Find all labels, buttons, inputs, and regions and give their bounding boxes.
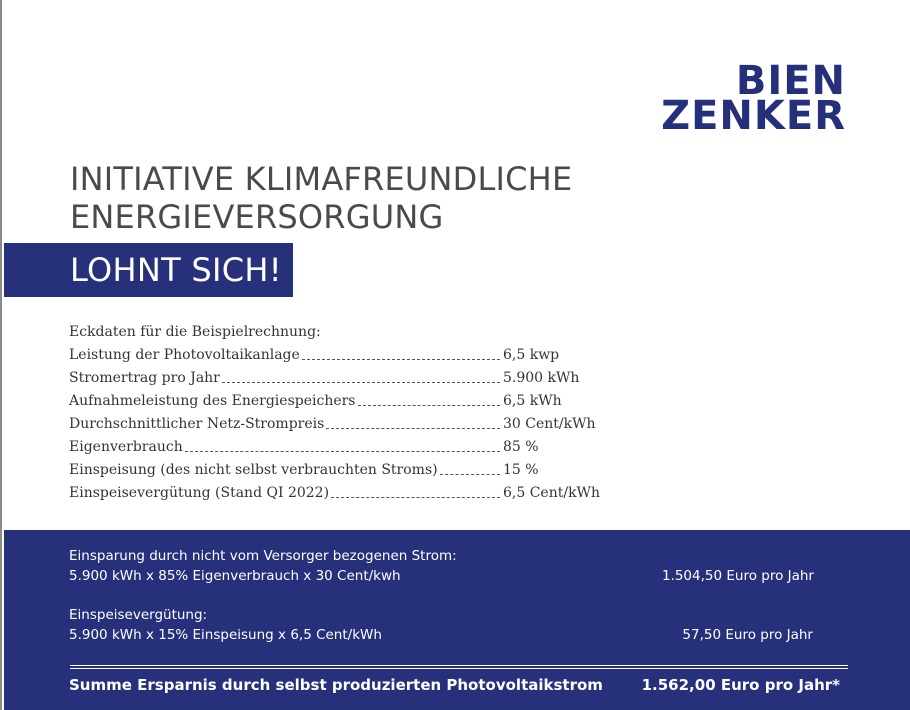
leader-line	[302, 359, 500, 360]
fact-label: Eigenverbrauch	[69, 438, 183, 455]
fact-value: 15 %	[503, 461, 539, 478]
savings-block	[69, 546, 849, 586]
fact-label-wrap	[69, 462, 503, 478]
fact-label: Leistung der Photovoltaikanlage	[69, 346, 300, 363]
facts-list	[69, 321, 629, 504]
facts-heading: Eckdaten für die Beispielrechnung:	[69, 324, 321, 340]
fact-row	[69, 366, 629, 389]
leader-line	[222, 382, 500, 383]
calculation-panel	[4, 530, 910, 710]
fact-value: 85 %	[503, 438, 539, 455]
total-amount: 1.562,00 Euro pro Jahr*	[641, 676, 840, 694]
fact-row	[69, 412, 629, 435]
total-label: Summe Ersparnis durch selbst produzierten Photovoltaikstrom	[69, 676, 603, 694]
savings-title: Einsparung durch nicht vom Versorger bezogenen Strom:	[69, 548, 457, 564]
leader-line	[326, 428, 500, 429]
divider-line	[70, 665, 848, 666]
leader-line	[185, 451, 500, 452]
fact-label-wrap	[69, 370, 503, 386]
fact-row	[69, 435, 629, 458]
fact-label: Durchschnittlicher Netz-Strompreis	[69, 415, 325, 432]
fact-label: Aufnahmeleistung des Energiespeichers	[69, 392, 356, 409]
feedin-formula: 5.900 kWh x 15% Einspeisung x 6,5 Cent/kWh	[69, 627, 382, 643]
fact-label-wrap	[69, 347, 503, 363]
fact-label: Stromertrag pro Jahr	[69, 369, 220, 386]
fact-value: 30 Cent/kWh	[503, 415, 596, 432]
fact-label-wrap	[69, 439, 503, 455]
title-line-1: INITIATIVE KLIMAFREUNDLICHE	[70, 160, 573, 198]
page-title	[70, 160, 572, 236]
bien-zenker-logo	[661, 58, 846, 139]
fact-value: 5.900 kWh	[503, 369, 580, 386]
feedin-amount: 57,50 Euro pro Jahr	[682, 627, 813, 643]
fact-label: Einspeisevergütung (Stand QI 2022)	[69, 484, 330, 501]
fact-value: 6,5 Cent/kWh	[503, 484, 600, 501]
savings-formula: 5.900 kWh x 85% Eigenverbrauch x 30 Cent/kwh	[69, 568, 401, 584]
total-row	[69, 673, 849, 697]
logo-line-2: ZENKER	[661, 93, 846, 139]
title-line-2: ENERGIEVERSORGUNG	[70, 198, 444, 236]
fact-value: 6,5 kwp	[503, 346, 560, 363]
leader-line	[440, 474, 500, 475]
fact-row	[69, 458, 629, 481]
leader-line	[358, 405, 501, 406]
savings-formula-row	[69, 566, 849, 586]
fact-label-wrap	[69, 416, 503, 432]
fact-label-wrap	[69, 393, 503, 409]
fact-value: 6,5 kWh	[503, 392, 562, 409]
logo-line-1: BIEN	[735, 58, 846, 104]
feedin-block	[69, 605, 849, 645]
fact-row	[69, 389, 629, 412]
feedin-title: Einspeisevergütung:	[69, 607, 208, 623]
fact-label-wrap	[69, 485, 503, 501]
divider-line	[70, 668, 848, 669]
leader-line	[331, 497, 500, 498]
highlight-banner: LOHNT SICH!	[4, 243, 293, 297]
fact-label: Einspeisung (des nicht selbst verbrauchten Stroms)	[69, 461, 438, 478]
feedin-formula-row	[69, 625, 849, 645]
fact-row	[69, 481, 629, 504]
savings-amount: 1.504,50 Euro pro Jahr	[661, 568, 814, 584]
fact-row	[69, 343, 629, 366]
